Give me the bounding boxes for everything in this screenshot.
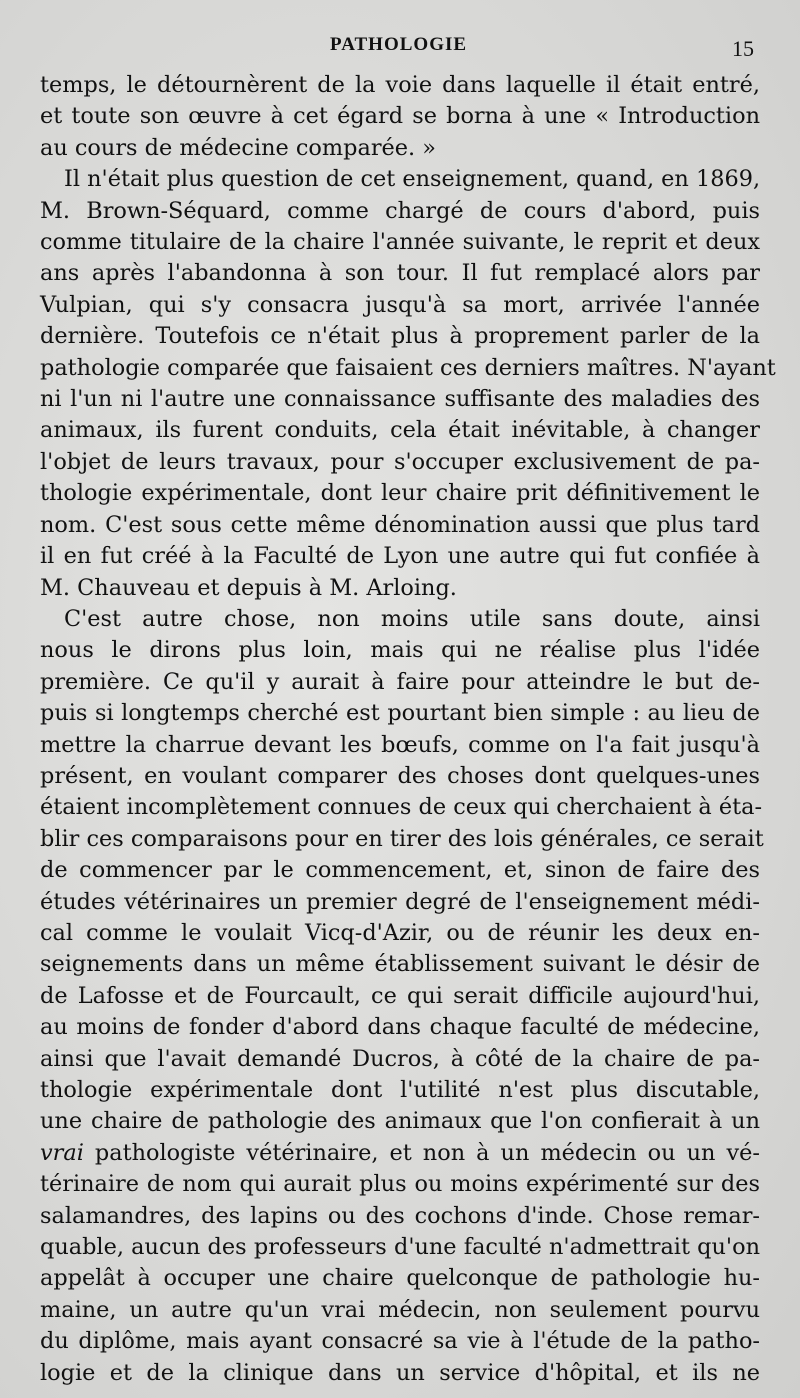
text-line-with-italic bbox=[40, 1138, 760, 1169]
text-line: animaux, ils furent conduits, cela était inévitable, à changer bbox=[40, 417, 760, 444]
text-line: quable, aucun des professeurs d'une faculté n'admettrait qu'on bbox=[40, 1234, 760, 1261]
text-line: dernière. Toutefois ce n'était plus à proprement parler de la bbox=[40, 323, 760, 350]
text-line: temps, le détournèrent de la voie dans laquelle il était entré, bbox=[40, 72, 760, 98]
page-header bbox=[0, 30, 800, 60]
running-title: PATHOLOGIE bbox=[330, 34, 468, 55]
body-text bbox=[40, 70, 776, 1389]
page-number: 15 bbox=[732, 36, 754, 61]
text-line-rest: pathologiste vétérinaire, et non à un médecin ou un vé- bbox=[83, 1139, 760, 1166]
text-line: de commencer par le commencement, et, sinon de faire des bbox=[40, 857, 760, 884]
text-line: thologie expérimentale dont l'utilité n'est plus discutable, bbox=[40, 1077, 760, 1103]
text-line: une chaire de pathologie des animaux que l'on confierait à un bbox=[40, 1108, 760, 1135]
text-line: comme titulaire de la chaire l'année suivante, le reprit et deux bbox=[40, 229, 760, 256]
text-line: salamandres, des lapins ou des cochons d'inde. Chose remar- bbox=[40, 1202, 760, 1229]
text-line: études vétérinaires un premier degré de l'enseignement médi- bbox=[40, 888, 760, 915]
text-line: présent, en voulant comparer des choses dont quelques-unes bbox=[40, 762, 760, 789]
text-line: au moins de fonder d'abord dans chaque faculté de médecine, bbox=[40, 1014, 760, 1041]
text-line: pathologie comparée que faisaient ces derniers maîtres. N'ayant bbox=[40, 354, 776, 381]
text-line: M. Chauveau et depuis à M. Arloing. bbox=[40, 574, 457, 601]
text-line: ans après l'abandonna à son tour. Il fut remplacé alors par bbox=[40, 260, 760, 287]
text-line: cal comme le voulait Vicq-d'Azir, ou de réunir les deux en- bbox=[40, 919, 760, 946]
text-line: maine, un autre qu'un vrai médecin, non seulement pourvu bbox=[40, 1296, 760, 1323]
text-line: Il n'était plus question de cet enseignement, quand, en 1869, bbox=[64, 166, 761, 193]
text-line: thologie expérimentale, dont leur chaire prit définitivement le bbox=[40, 480, 760, 507]
text-line: M. Brown-Séquard, comme chargé de cours d'abord, puis bbox=[40, 197, 760, 224]
text-line: nom. C'est sous cette même dénomination aussi que plus tard bbox=[40, 511, 760, 538]
text-line: et toute son œuvre à cet égard se borna à une « Introduction bbox=[40, 103, 760, 130]
text-line: puis si longtemps cherché est pourtant bien simple : au lieu de bbox=[40, 700, 760, 727]
text-line: logie et de la clinique dans un service d'hôpital, et ils ne bbox=[40, 1359, 760, 1386]
text-line: appelât à occuper une chaire quelconque de pathologie hu- bbox=[40, 1265, 760, 1292]
text-line: seignements dans un même établissement suivant le désir de bbox=[40, 951, 760, 978]
text-line: du diplôme, mais ayant consacré sa vie à l'étude de la patho- bbox=[40, 1328, 760, 1355]
text-line: l'objet de leurs travaux, pour s'occuper exclusivement de pa- bbox=[40, 448, 760, 475]
italic-word: vrai bbox=[40, 1139, 84, 1166]
text-line: il en fut créé à la Faculté de Lyon une autre qui fut confiée à bbox=[40, 543, 760, 570]
text-line: Vulpian, qui s'y consacra jusqu'à sa mort, arrivée l'année bbox=[40, 291, 760, 318]
text-line: de Lafosse et de Fourcault, ce qui serait difficile aujourd'hui, bbox=[40, 982, 760, 1009]
text-line: au cours de médecine comparée. » bbox=[40, 134, 436, 161]
text-line: C'est autre chose, non moins utile sans doute, ainsi bbox=[64, 605, 760, 632]
text-line: première. Ce qu'il y aurait à faire pour atteindre le but de- bbox=[40, 668, 760, 695]
text-line: ainsi que l'avait demandé Ducros, à côté de la chaire de pa- bbox=[40, 1045, 760, 1072]
text-line: nous le dirons plus loin, mais qui ne réalise plus l'idée bbox=[40, 637, 760, 664]
text-line: mettre la charrue devant les bœufs, comme on l'a fait jusqu'à bbox=[40, 731, 760, 758]
text-line: étaient incomplètement connues de ceux qui cherchaient à éta- bbox=[40, 794, 763, 821]
text-line: térinaire de nom qui aurait plus ou moins expérimenté sur des bbox=[40, 1171, 760, 1198]
text-line: ni l'un ni l'autre une connaissance suffisante des maladies des bbox=[40, 386, 760, 413]
text-line: blir ces comparaisons pour en tirer des lois générales, ce serait bbox=[40, 825, 764, 852]
